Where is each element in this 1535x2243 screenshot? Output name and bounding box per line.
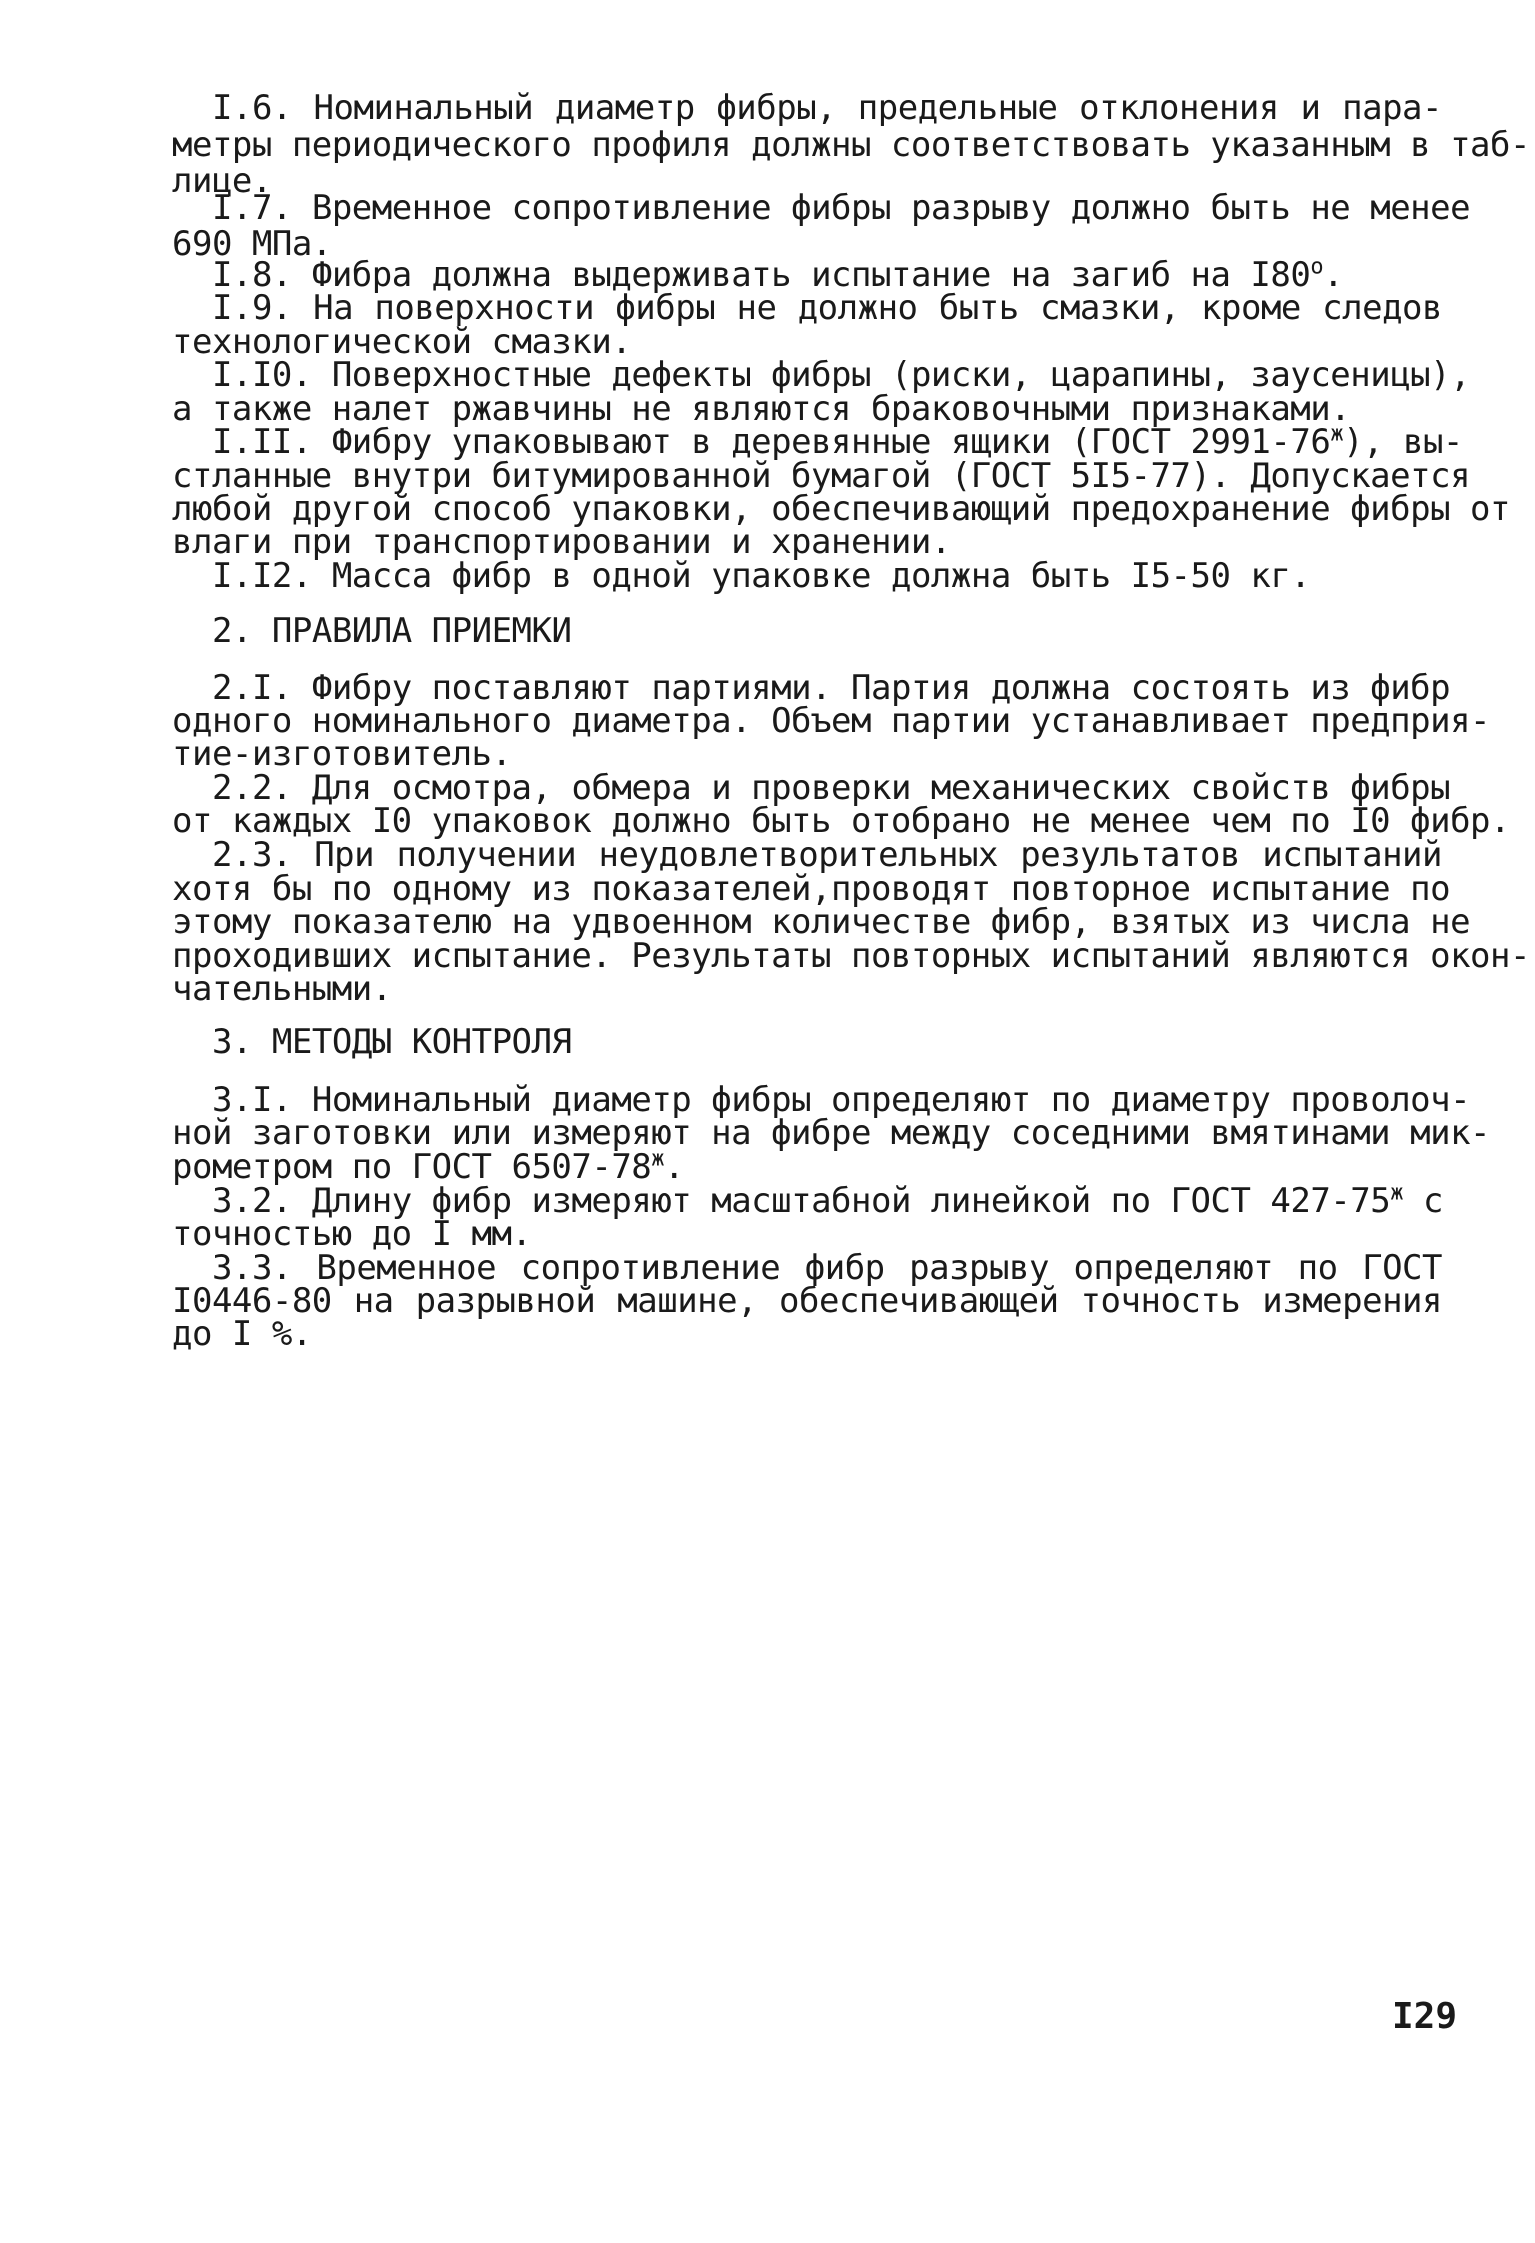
paragraph-2-1-line-1: 2.I. Фибру поставляют партиями. Партия должна состоять из фибр [212,668,1451,708]
page-number: I29 [1392,1996,1458,2037]
section-3-heading: 3. МЕТОДЫ КОНТРОЛЯ [212,1022,572,1062]
paragraph-3-2-text-a: 3.2. Длину фибр измеряют масштабной линейкой по ГОСТ 427-75 [212,1181,1391,1221]
paragraph-1-11-line-3: любой другой способ упаковки, обеспечивающий предохранение фибры от [172,489,1510,529]
paragraph-2-3-line-4: проходивших испытание. Результаты повторных испытаний являются окон- [172,936,1530,976]
paragraph-2-2-line-1: 2.2. Для осмотра, обмера и проверки механических свойств фибры [212,768,1451,808]
paragraph-3-3-line-3: до I %. [172,1314,312,1354]
paragraph-3-1-line-2: ной заготовки или измеряют на фибре между соседними вмятинами мик- [172,1113,1491,1153]
paragraph-3-1-text-b: . [664,1147,685,1187]
degree-superscript: о [1310,254,1324,280]
paragraph-1-12: I.I2. Масса фибр в одной упаковке должна быть I5-50 кг. [212,556,1311,596]
paragraph-1-9-line-2: технологической смазки. [172,322,632,362]
paragraph-3-2-text-b: с [1402,1181,1443,1221]
paragraph-1-11-text-a: I.II. Фибру упаковывают в деревянные ящики (ГОСТ 2991-76 [212,422,1331,462]
paragraph-1-7-line-2: 690 МПа. [172,224,332,264]
paragraph-1-6-line-2: метры периодического профиля должны соответствовать указанным в таб- [172,125,1530,165]
paragraph-1-9-line-1: I.9. На поверхности фибры не должно быть смазки, кроме следов [212,288,1442,328]
paragraph-1-10-line-1: I.I0. Поверхностные дефекты фибры (риски, царапины, заусеницы), [212,355,1471,395]
paragraph-2-3-line-5: чательными. [172,969,392,1009]
paragraph-1-7-line-1: I.7. Временное сопротивление фибры разрыву должно быть не менее [212,188,1471,228]
paragraph-2-2-line-2: от каждых I0 упаковок должно быть отобрано не менее чем по I0 фибр. [172,801,1510,841]
paragraph-2-1-line-2: одного номинального диаметра. Объем партии устанавливает предприя- [172,701,1491,741]
paragraph-3-3-line-1: 3.3. Временное сопротивление фибр разрыву определяют по ГОСТ [212,1248,1442,1288]
paragraph-2-3-line-1: 2.3. При получении неудовлетворительных результатов испытаний [212,835,1442,875]
paragraph-2-3-line-3: этому показателю на удвоенном количестве фибр, взятых из числа не [172,902,1471,942]
footnote-asterisk: ж [1330,421,1344,447]
paragraph-1-11-text-b: ), вы- [1343,422,1463,462]
paragraph-1-8-tail: . [1323,255,1344,295]
paragraph-3-3-line-2: I0446-80 на разрывной машине, обеспечивающей точность измерения [172,1281,1442,1321]
paragraph-3-2-line-2: точностью до I мм. [172,1214,532,1254]
paragraph-3-1-line-1: 3.I. Номинальный диаметр фибры определяют по диаметру проволоч- [212,1080,1471,1120]
footnote-asterisk: ж [651,1146,665,1172]
paragraph-1-6-line-3: лице. [172,161,272,201]
footnote-asterisk: ж [1390,1180,1403,1206]
section-2-heading: 2. ПРАВИЛА ПРИЕМКИ [212,611,572,651]
paragraph-1-11-line-2: стланные внутри битумированной бумагой (ГОСТ 5I5-77). Допускается [172,456,1471,496]
paragraph-2-3-line-2: хотя бы по одному из показателей,проводят повторное испытание по [172,869,1451,909]
paragraph-2-1-line-3: тие-изготовитель. [172,734,512,774]
paragraph-1-8-text: I.8. Фибра должна выдерживать испытание на загиб на I80 [212,255,1311,295]
paragraph-1-6-line-1: I.6. Номинальный диаметр фибры, предельные отклонения и пара- [212,88,1442,128]
paragraph-1-10-line-2: а также налет ржавчины не являются браковочными признаками. [172,389,1351,429]
paragraph-3-1-text-a: рометром по ГОСТ 6507-78 [172,1147,652,1187]
paragraph-1-11-line-4: влаги при транспортировании и хранении. [172,522,951,562]
